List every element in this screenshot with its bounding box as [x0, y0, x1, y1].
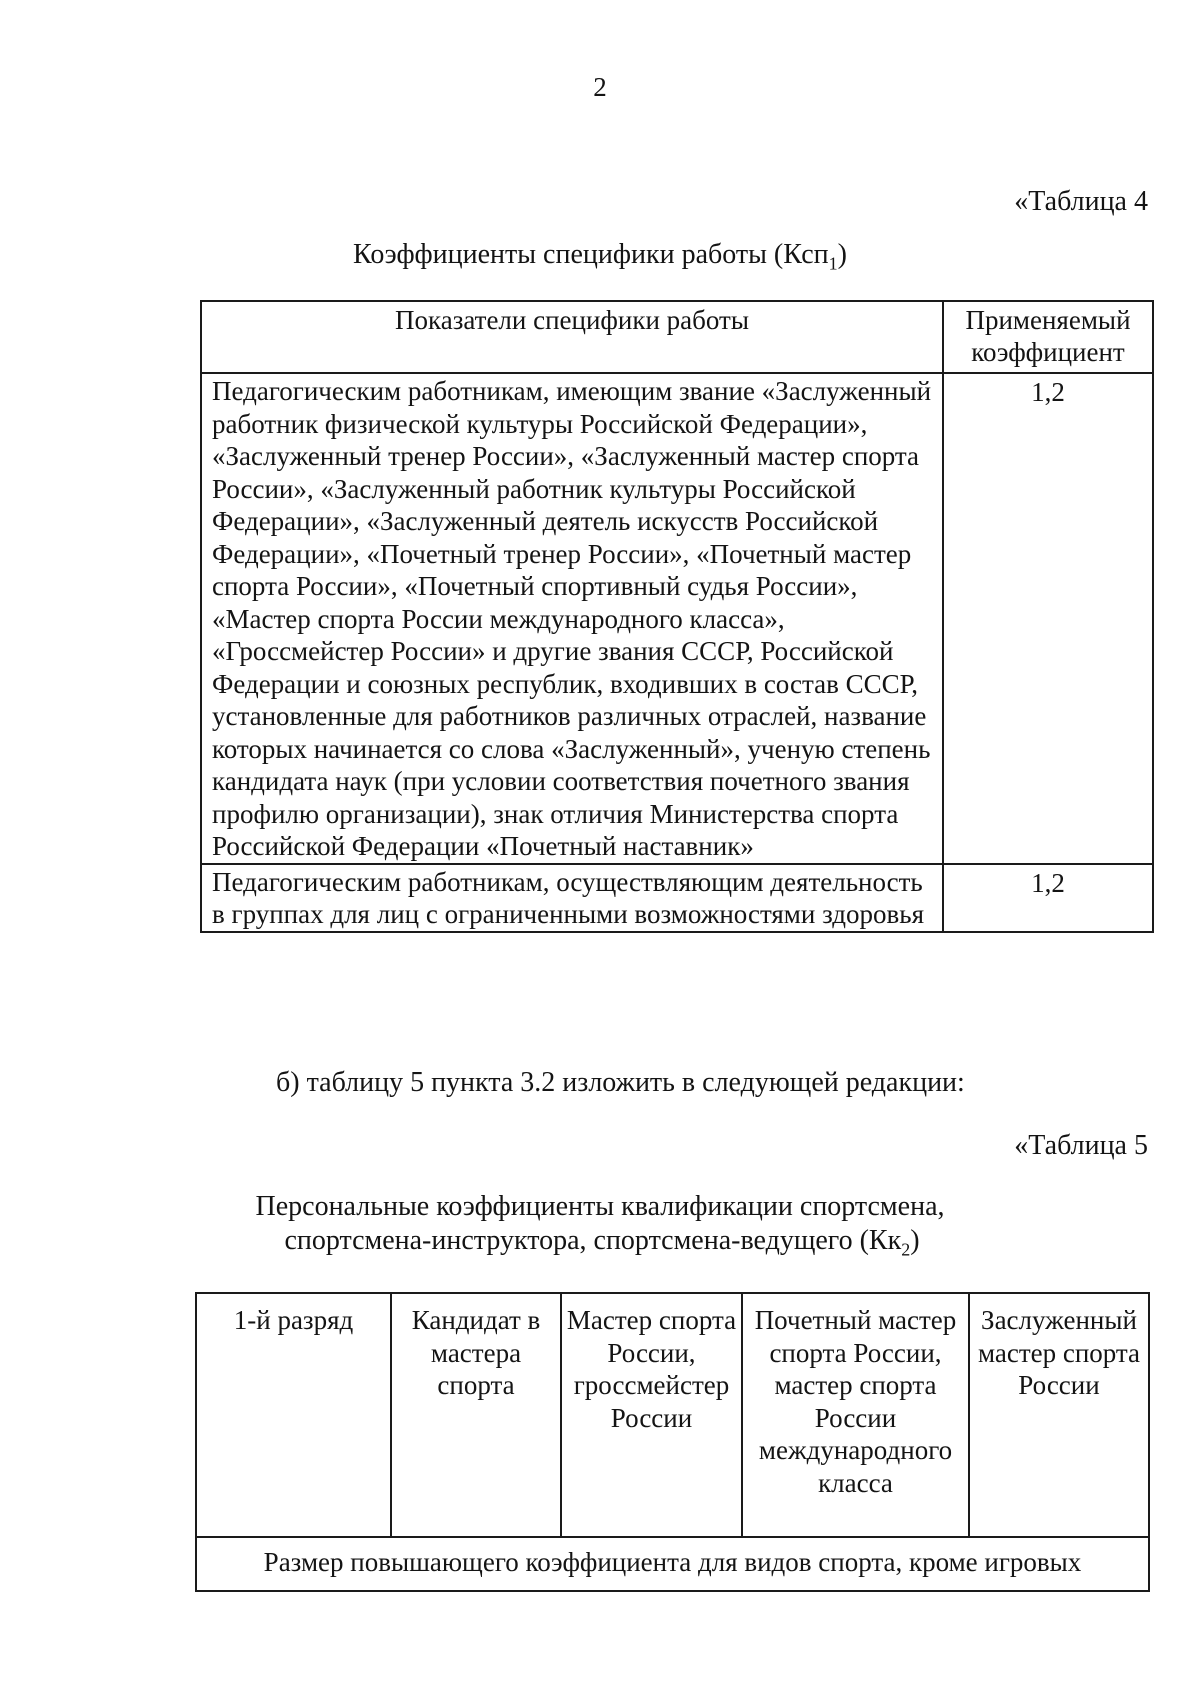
- table5-caption-line2-text: спортсмена-инструктора, спортсмена-ведущего (Кк: [284, 1225, 902, 1256]
- table5-header-master-of-sport: Мастер спорта России, гроссмейстер России: [561, 1293, 742, 1537]
- table4-row2-value: 1,2: [943, 864, 1153, 932]
- table4-header-indicators: Показатели специфики работы: [201, 301, 943, 373]
- table4-row1-text: Педагогическим работникам, имеющим звание «Заслуженный работник физической культуры Российской Федерации», «Заслуженный тренер России», «Заслуженный мастер спорта России», «Заслуженный работник культуры Российской Федерации», «Заслуженный деятель искусств Российской Федерации», «Почетный тренер России», «Почетный мастер спорта России», «Почетный спортивный судья России», «Мастер спорта России международного класса», «Гроссмейстер России» и другие звания СССР, Российской Федерации и союзных республик, входивших в состав СССР, установленные для работников различных отраслей, название которых начинается со слова «Заслуженный», ученую степень кандидата наук (при условии соответствия почетного звания профилю организации), знак отличия Министерства спорта Российской Федерации «Почетный наставник»: [201, 373, 943, 864]
- table4-caption: [0, 238, 1200, 281]
- table4-caption-subscript: 1: [828, 253, 838, 274]
- table5-caption: [0, 1190, 1200, 1267]
- table5-caption-subscript: 2: [901, 1239, 911, 1260]
- table5-header-candidate-master: Кандидат в мастера спорта: [391, 1293, 561, 1537]
- table4-row2-text: Педагогическим работникам, осуществляющим деятельность в группах для лиц с ограниченными возможностями здоровья: [201, 864, 943, 932]
- table5-full-row: Размер повышающего коэффициента для видов спорта, кроме игровых: [196, 1537, 1149, 1591]
- table5-header-row: [196, 1293, 1149, 1537]
- page-number: 2: [593, 72, 607, 102]
- table4-caption-text: Коэффициенты специфики работы (Ксп: [353, 239, 829, 270]
- table5-header-honored-master: Заслуженный мастер спорта России: [969, 1293, 1149, 1537]
- table4-header-row: [201, 301, 1153, 373]
- table5-header-first-rank: 1-й разряд: [196, 1293, 391, 1537]
- table-row: [196, 1537, 1149, 1591]
- table5-header-honorary-master: Почетный мастер спорта России, мастер спорта России международного класса: [742, 1293, 969, 1537]
- table-row: [201, 373, 1153, 864]
- table4-row1-value: 1,2: [943, 373, 1153, 864]
- table4-header-coefficient: Применяемый коэффициент: [943, 301, 1153, 373]
- table4-caption-close: ): [837, 239, 847, 270]
- table5-caption-line2: [0, 1224, 1200, 1267]
- table5-reference: «Таблица 5: [1014, 1130, 1148, 1161]
- table4-reference: «Таблица 4: [1014, 186, 1148, 217]
- table5-caption-line1: Персональные коэффициенты квалификации спортсмена,: [255, 1191, 945, 1222]
- table5: [195, 1292, 1150, 1592]
- table4: [200, 300, 1154, 933]
- instruction-paragraph: б) таблицу 5 пункта 3.2 изложить в следующей редакции:: [276, 1067, 965, 1098]
- table5-caption-close: ): [910, 1225, 920, 1256]
- table-row: [201, 864, 1153, 932]
